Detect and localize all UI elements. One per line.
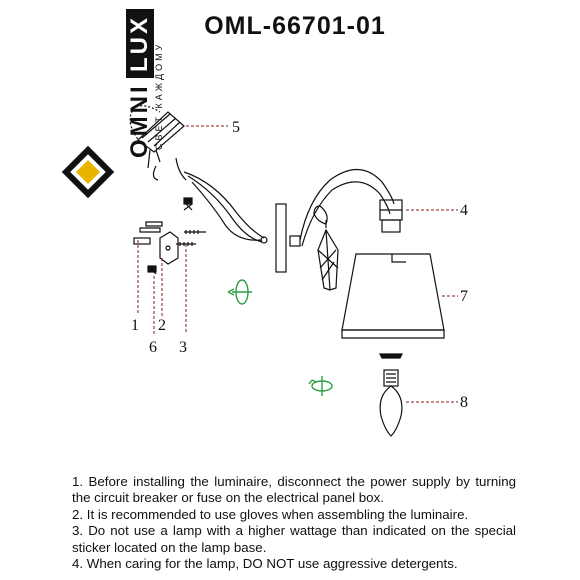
callout-8: 8 <box>460 394 468 411</box>
callout-leaders <box>138 126 458 402</box>
brand-name-omni: OMNI <box>126 83 153 158</box>
callout-3: 3 <box>179 339 187 356</box>
note-1: 1. Before installing the luminaire, disconnect the power supply by turning the circuit breaker or fuse on the electrical panel box. <box>72 474 516 506</box>
callout-4: 4 <box>460 202 468 219</box>
candle-bulb <box>380 370 402 436</box>
rotate-horizontal-icon <box>309 376 332 396</box>
lamp-socket <box>380 200 402 232</box>
note-2: 2. It is recommended to use gloves when assembling the luminaire. <box>72 506 469 522</box>
safety-notes <box>72 474 516 572</box>
callout-5: 5 <box>232 119 240 136</box>
lamp-shade <box>342 254 444 358</box>
wall-plate <box>276 204 300 272</box>
callout-7: 7 <box>460 288 468 305</box>
callout-1: 1 <box>131 317 139 334</box>
callout-6: 6 <box>149 339 157 356</box>
brand-slogan: СВЕТ КАЖДОМУ <box>154 41 164 150</box>
diagram-drawing <box>130 106 444 436</box>
brand-name-lux: LUX <box>126 9 154 78</box>
mounting-hardware <box>134 198 206 274</box>
model-title: OML-66701-01 <box>204 12 386 40</box>
note-4: 4. When caring for the lamp, DO NOT use aggressive detergents. <box>72 556 458 572</box>
rotate-vertical-icon <box>228 280 252 304</box>
terminal-block <box>130 106 184 180</box>
crystal-pendant <box>318 230 338 290</box>
callout-2: 2 <box>158 317 166 334</box>
note-3: 3. Do not use a lamp with a higher wattage than indicated on the special sticker located on the lamp base. <box>72 523 516 555</box>
rotation-arrows <box>228 280 332 396</box>
